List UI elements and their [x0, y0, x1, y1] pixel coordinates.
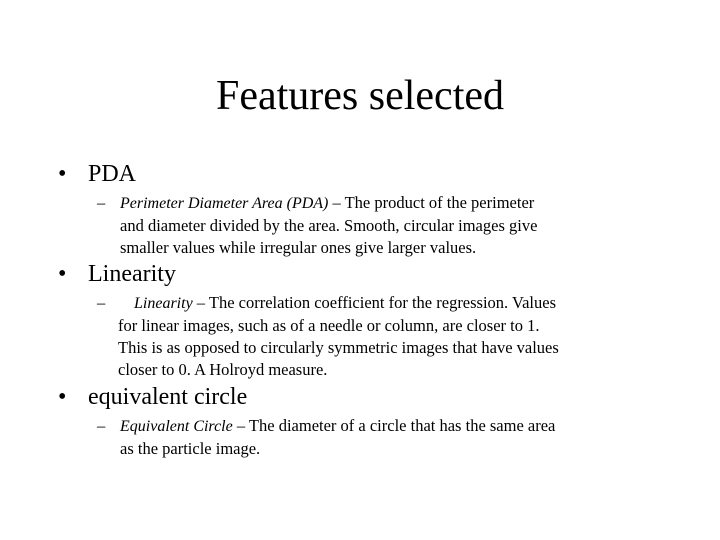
dash-icon: – [97, 193, 106, 212]
bullet-dot-icon: • [58, 384, 67, 410]
sub-bullet-equivalent-circle [97, 415, 667, 460]
sub-bullet-line: Perimeter Diameter Area (PDA) – The product of the perimeter [120, 193, 535, 212]
sub-bullet-line: Equivalent Circle – The diameter of a circle that has the same area [120, 416, 556, 435]
sub-bullet-line: for linear images, such as of a needle or column, are closer to 1. [118, 316, 540, 335]
term-label: Linearity [134, 295, 193, 312]
term-label: Equivalent Circle [120, 418, 233, 435]
sub-bullet-line: smaller values while irregular ones give larger values. [120, 238, 477, 257]
bullet-dot-icon: • [58, 261, 67, 287]
sub-bullet-pda [97, 192, 667, 259]
sub-bullet-linearity [97, 292, 667, 381]
sub-bullet-line: This is as opposed to circularly symmetric images that have values [118, 338, 559, 357]
dash-icon: – [97, 416, 106, 435]
slide-title: Features selected [215, 73, 505, 119]
bullet-dot-icon: • [58, 161, 67, 187]
bullet-label: equivalent circle [88, 384, 248, 410]
sub-bullet-line: closer to 0. A Holroyd measure. [118, 360, 328, 379]
bullet-equivalent-circle [58, 383, 247, 411]
sub-bullet-line: as the particle image. [120, 439, 261, 458]
bullet-label: PDA [88, 161, 137, 187]
sub-bullet-line: Linearity – The correlation coefficient for the regression. Values [134, 293, 557, 312]
term-label: Perimeter Diameter Area (PDA) [120, 195, 329, 212]
sub-bullet-line: and diameter divided by the area. Smooth, circular images give [120, 216, 538, 235]
bullet-pda [58, 160, 136, 188]
dash-icon: – [97, 293, 106, 312]
bullet-linearity [58, 260, 176, 288]
bullet-label: Linearity [88, 261, 176, 287]
